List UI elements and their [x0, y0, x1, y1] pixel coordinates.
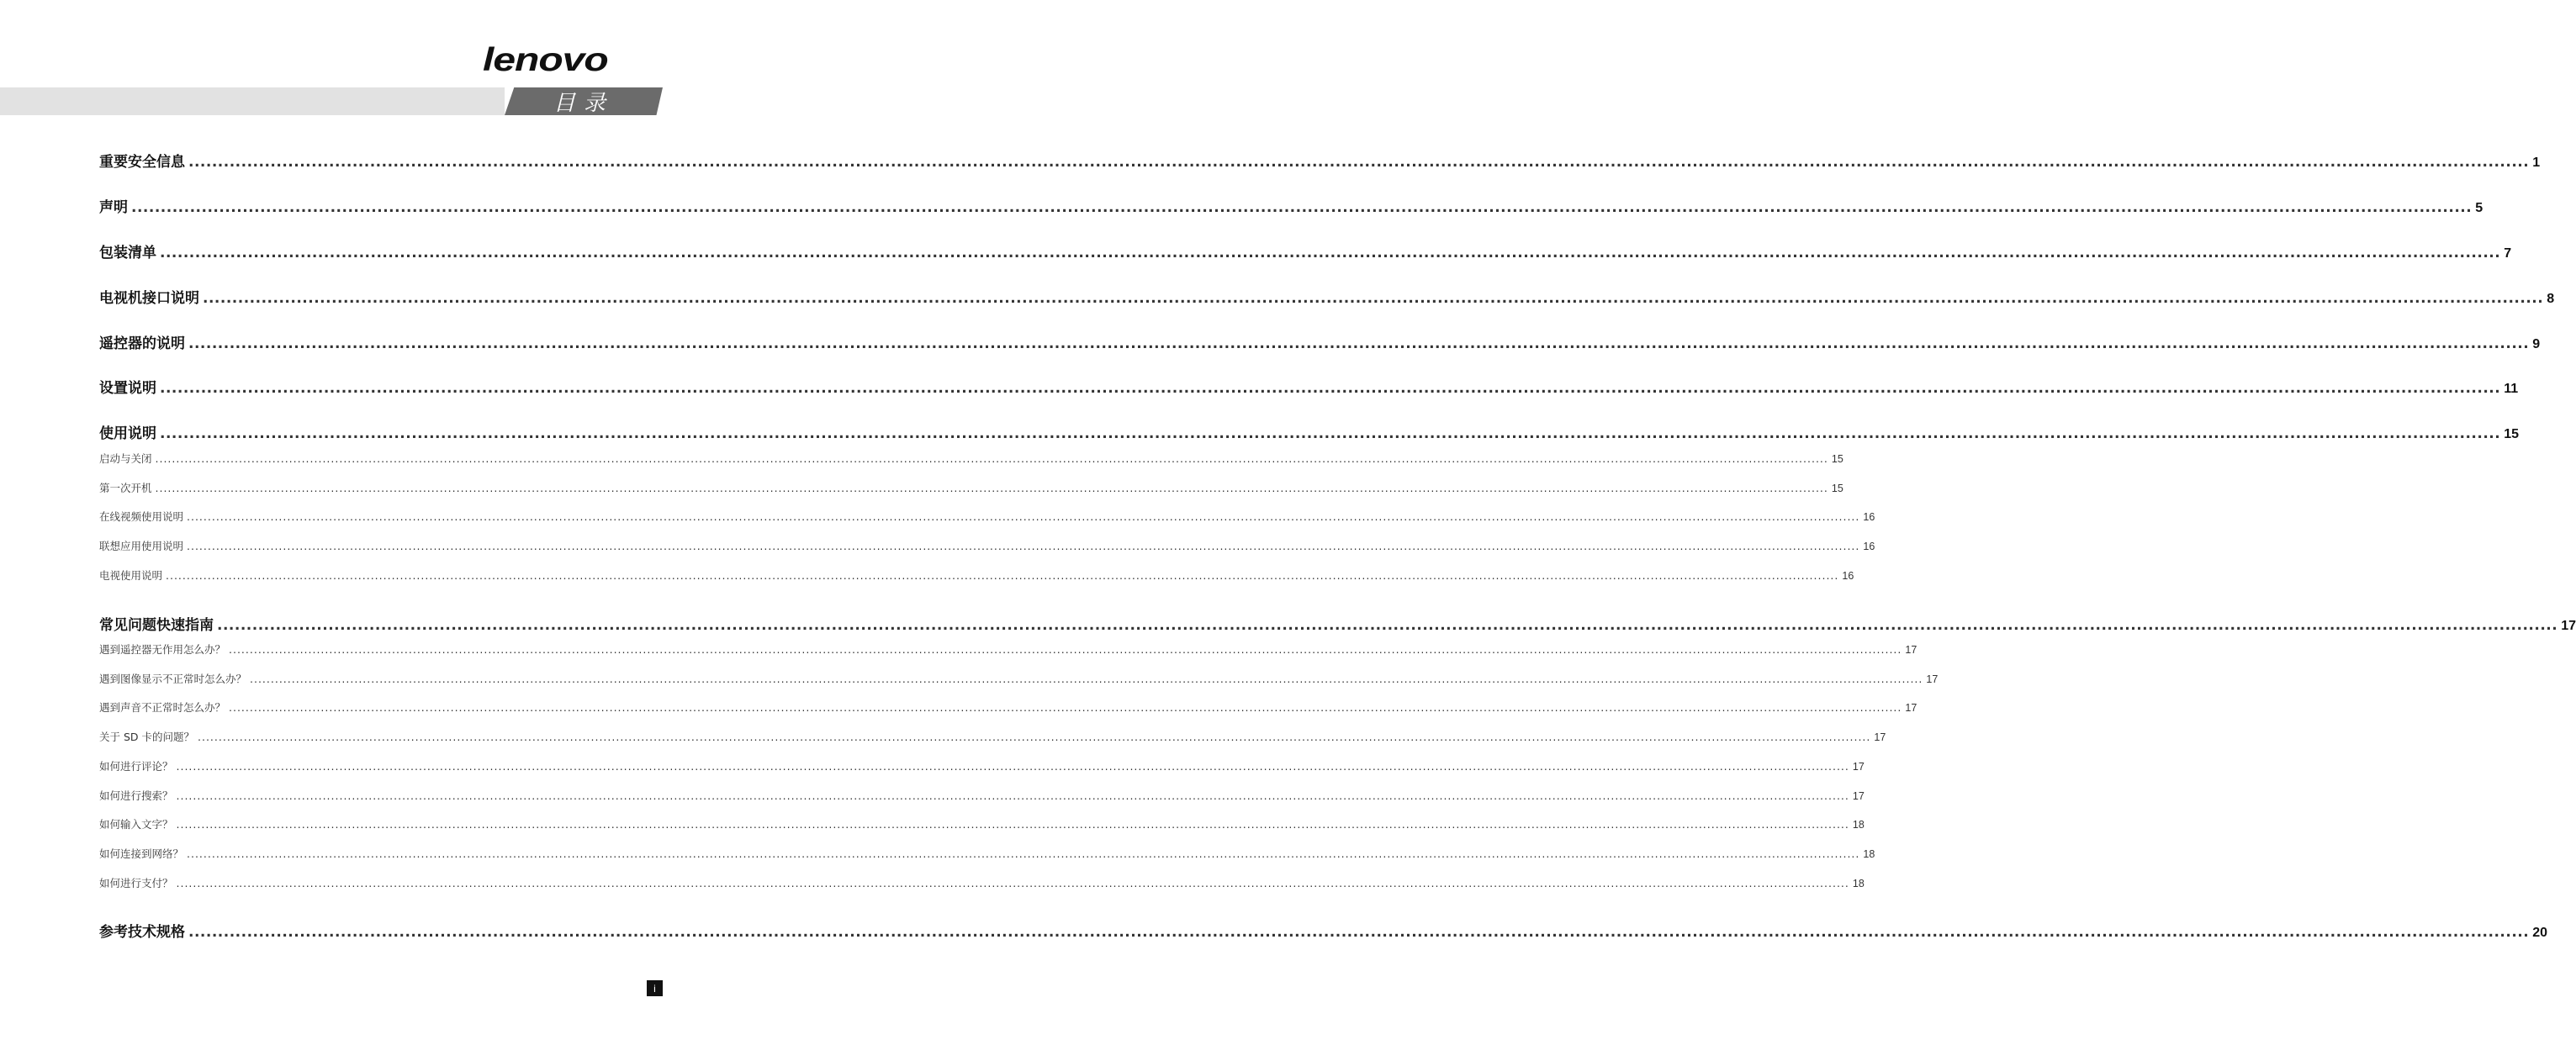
dot-leader: ................................................................................................................................................................................................................................................................................................................................................................................................................ — [187, 540, 1860, 552]
toc-section-entry[interactable] — [99, 451, 1843, 466]
toc-section-entry[interactable] — [99, 480, 1843, 495]
dot-leader: ................................................................................................................................................................................................................................................................................................................................................................................................................ — [160, 380, 2501, 397]
dot-leader: ................................................................................................................................................................................................................................................................................................................................................................................................................ — [187, 510, 1860, 523]
toc-section-entry[interactable] — [99, 758, 1865, 773]
toc-chapter-entry[interactable] — [99, 240, 2512, 261]
toc-entry-title: 启动与关闭 — [99, 452, 152, 465]
toc-entry-title: 常见问题快速指南 — [99, 617, 214, 634]
toc-section-entry[interactable] — [99, 788, 1865, 803]
toc-chapter-entry[interactable] — [99, 920, 2547, 941]
toc-entry-page-number: 15 — [2504, 427, 2519, 441]
toc-entry-title: 重要安全信息 — [99, 154, 185, 171]
dot-leader: ................................................................................................................................................................................................................................................................................................................................................................................................................ — [229, 701, 1902, 714]
toc-entry-page-number: 7 — [2504, 246, 2512, 261]
dot-leader: ................................................................................................................................................................................................................................................................................................................................................................................................................ — [166, 569, 1839, 582]
toc-entry-page-number: 11 — [2504, 382, 2519, 396]
toc-entry-title: 如何进行评论？ — [99, 760, 173, 773]
toc-entry-page-number: 17 — [1926, 673, 1939, 685]
toc-entry-title: 电视机接口说明 — [99, 290, 199, 307]
toc-entry-title: 如何连接到网络？ — [99, 847, 184, 860]
toc-entry-page-number: 16 — [1863, 541, 1875, 552]
toc-section-entry[interactable] — [99, 509, 1875, 524]
toc-entry-title: 遇到遥控器无作用怎么办？ — [99, 643, 226, 656]
dot-leader: ................................................................................................................................................................................................................................................................................................................................................................................................................ — [188, 335, 2530, 352]
toc-section-entry[interactable] — [99, 875, 1865, 890]
toc-entry-page-number: 9 — [2532, 337, 2541, 351]
toc-entry-title: 在线视频使用说明 — [99, 510, 184, 523]
toc-entry-title: 关于 SD 卡的问题？ — [99, 731, 195, 743]
toc-entry-page-number: 17 — [1852, 790, 1865, 802]
toc-chapter-entry[interactable] — [99, 195, 2483, 216]
toc-section-entry[interactable] — [99, 846, 1875, 861]
dot-leader: ................................................................................................................................................................................................................................................................................................................................................................................................................ — [217, 617, 2558, 634]
toc-section-entry[interactable] — [99, 671, 1939, 686]
header-band — [0, 87, 505, 115]
toc-section-entry[interactable] — [99, 729, 1886, 744]
toc-entry-page-number: 8 — [2547, 292, 2555, 306]
toc-section-entry[interactable] — [99, 567, 1854, 583]
toc-entry-page-number: 16 — [1863, 511, 1875, 523]
toc-entry-page-number: 18 — [1852, 819, 1865, 831]
lenovo-logo: lenovo — [483, 41, 608, 78]
toc-entry-page-number: 15 — [1831, 453, 1843, 465]
toc-entry-title: 第一次开机 — [99, 482, 152, 494]
toc-entry-title: 声明 — [99, 199, 128, 216]
dot-leader: ................................................................................................................................................................................................................................................................................................................................................................................................................ — [250, 673, 1923, 685]
toc-entry-page-number: 17 — [1905, 702, 1917, 714]
toc-entry-page-number: 20 — [2532, 926, 2547, 940]
dot-leader: ................................................................................................................................................................................................................................................................................................................................................................................................................ — [160, 425, 2501, 442]
toc-entry-title: 如何进行搜索？ — [99, 789, 173, 802]
dot-leader: ................................................................................................................................................................................................................................................................................................................................................................................................................ — [155, 482, 1828, 494]
toc-chapter-entry[interactable] — [99, 613, 2576, 634]
dot-leader: ................................................................................................................................................................................................................................................................................................................................................................................................................ — [188, 924, 2530, 941]
toc-section-entry[interactable] — [99, 538, 1875, 553]
page-title: 目录 — [553, 91, 614, 116]
toc-entry-page-number: 17 — [1905, 644, 1917, 656]
toc-chapter-entry[interactable] — [99, 150, 2541, 171]
toc-entry-title: 遇到图像显示不正常时怎么办？ — [99, 673, 247, 685]
toc-entry-page-number: 17 — [1852, 761, 1865, 773]
dot-leader: ................................................................................................................................................................................................................................................................................................................................................................................................................ — [176, 818, 1849, 831]
toc-entry-page-number: 18 — [1863, 848, 1875, 860]
dot-leader: ................................................................................................................................................................................................................................................................................................................................................................................................................ — [176, 789, 1849, 802]
toc-section-entry[interactable] — [99, 816, 1865, 831]
toc-entry-title: 如何进行支付？ — [99, 877, 173, 889]
toc-entry-title: 包装清单 — [99, 245, 156, 261]
toc-entry-title: 使用说明 — [99, 425, 156, 442]
toc-chapter-entry[interactable] — [99, 421, 2519, 442]
toc-entry-page-number: 18 — [1852, 878, 1865, 889]
dot-leader: ................................................................................................................................................................................................................................................................................................................................................................................................................ — [160, 245, 2501, 261]
toc-entry-title: 遥控器的说明 — [99, 335, 185, 352]
toc-section-entry[interactable] — [99, 699, 1917, 715]
dot-leader: ................................................................................................................................................................................................................................................................................................................................................................................................................ — [131, 199, 2473, 216]
toc-section-entry[interactable] — [99, 641, 1917, 657]
toc-entry-page-number: 5 — [2475, 201, 2483, 215]
dot-leader: ................................................................................................................................................................................................................................................................................................................................................................................................................ — [229, 643, 1902, 656]
toc-entry-title: 电视使用说明 — [99, 569, 163, 582]
toc-entry-title: 联想应用使用说明 — [99, 540, 184, 552]
toc-entry-title: 参考技术规格 — [99, 924, 185, 941]
dot-leader: ................................................................................................................................................................................................................................................................................................................................................................................................................ — [176, 760, 1849, 773]
toc-entry-page-number: 15 — [1831, 483, 1843, 494]
toc-entry-page-number: 17 — [2561, 619, 2576, 633]
dot-leader: ................................................................................................................................................................................................................................................................................................................................................................................................................ — [203, 290, 2544, 307]
toc-entry-title: 设置说明 — [99, 380, 156, 397]
dot-leader: ................................................................................................................................................................................................................................................................................................................................................................................................................ — [187, 847, 1860, 860]
dot-leader: ................................................................................................................................................................................................................................................................................................................................................................................................................ — [176, 877, 1849, 889]
toc-chapter-entry[interactable] — [99, 331, 2541, 352]
toc-entry-title: 如何输入文字？ — [99, 818, 173, 831]
toc-chapter-entry[interactable] — [99, 376, 2519, 397]
dot-leader: ................................................................................................................................................................................................................................................................................................................................................................................................................ — [188, 154, 2530, 171]
dot-leader: ................................................................................................................................................................................................................................................................................................................................................................................................................ — [155, 452, 1828, 465]
dot-leader: ................................................................................................................................................................................................................................................................................................................................................................................................................ — [198, 731, 1871, 743]
toc-entry-page-number: 17 — [1874, 731, 1886, 743]
toc-entry-page-number: 1 — [2532, 156, 2541, 170]
toc-chapter-entry[interactable] — [99, 286, 2555, 307]
toc-entry-page-number: 16 — [1842, 570, 1854, 582]
page-number: i — [647, 980, 663, 996]
toc-entry-title: 遇到声音不正常时怎么办？ — [99, 701, 226, 714]
